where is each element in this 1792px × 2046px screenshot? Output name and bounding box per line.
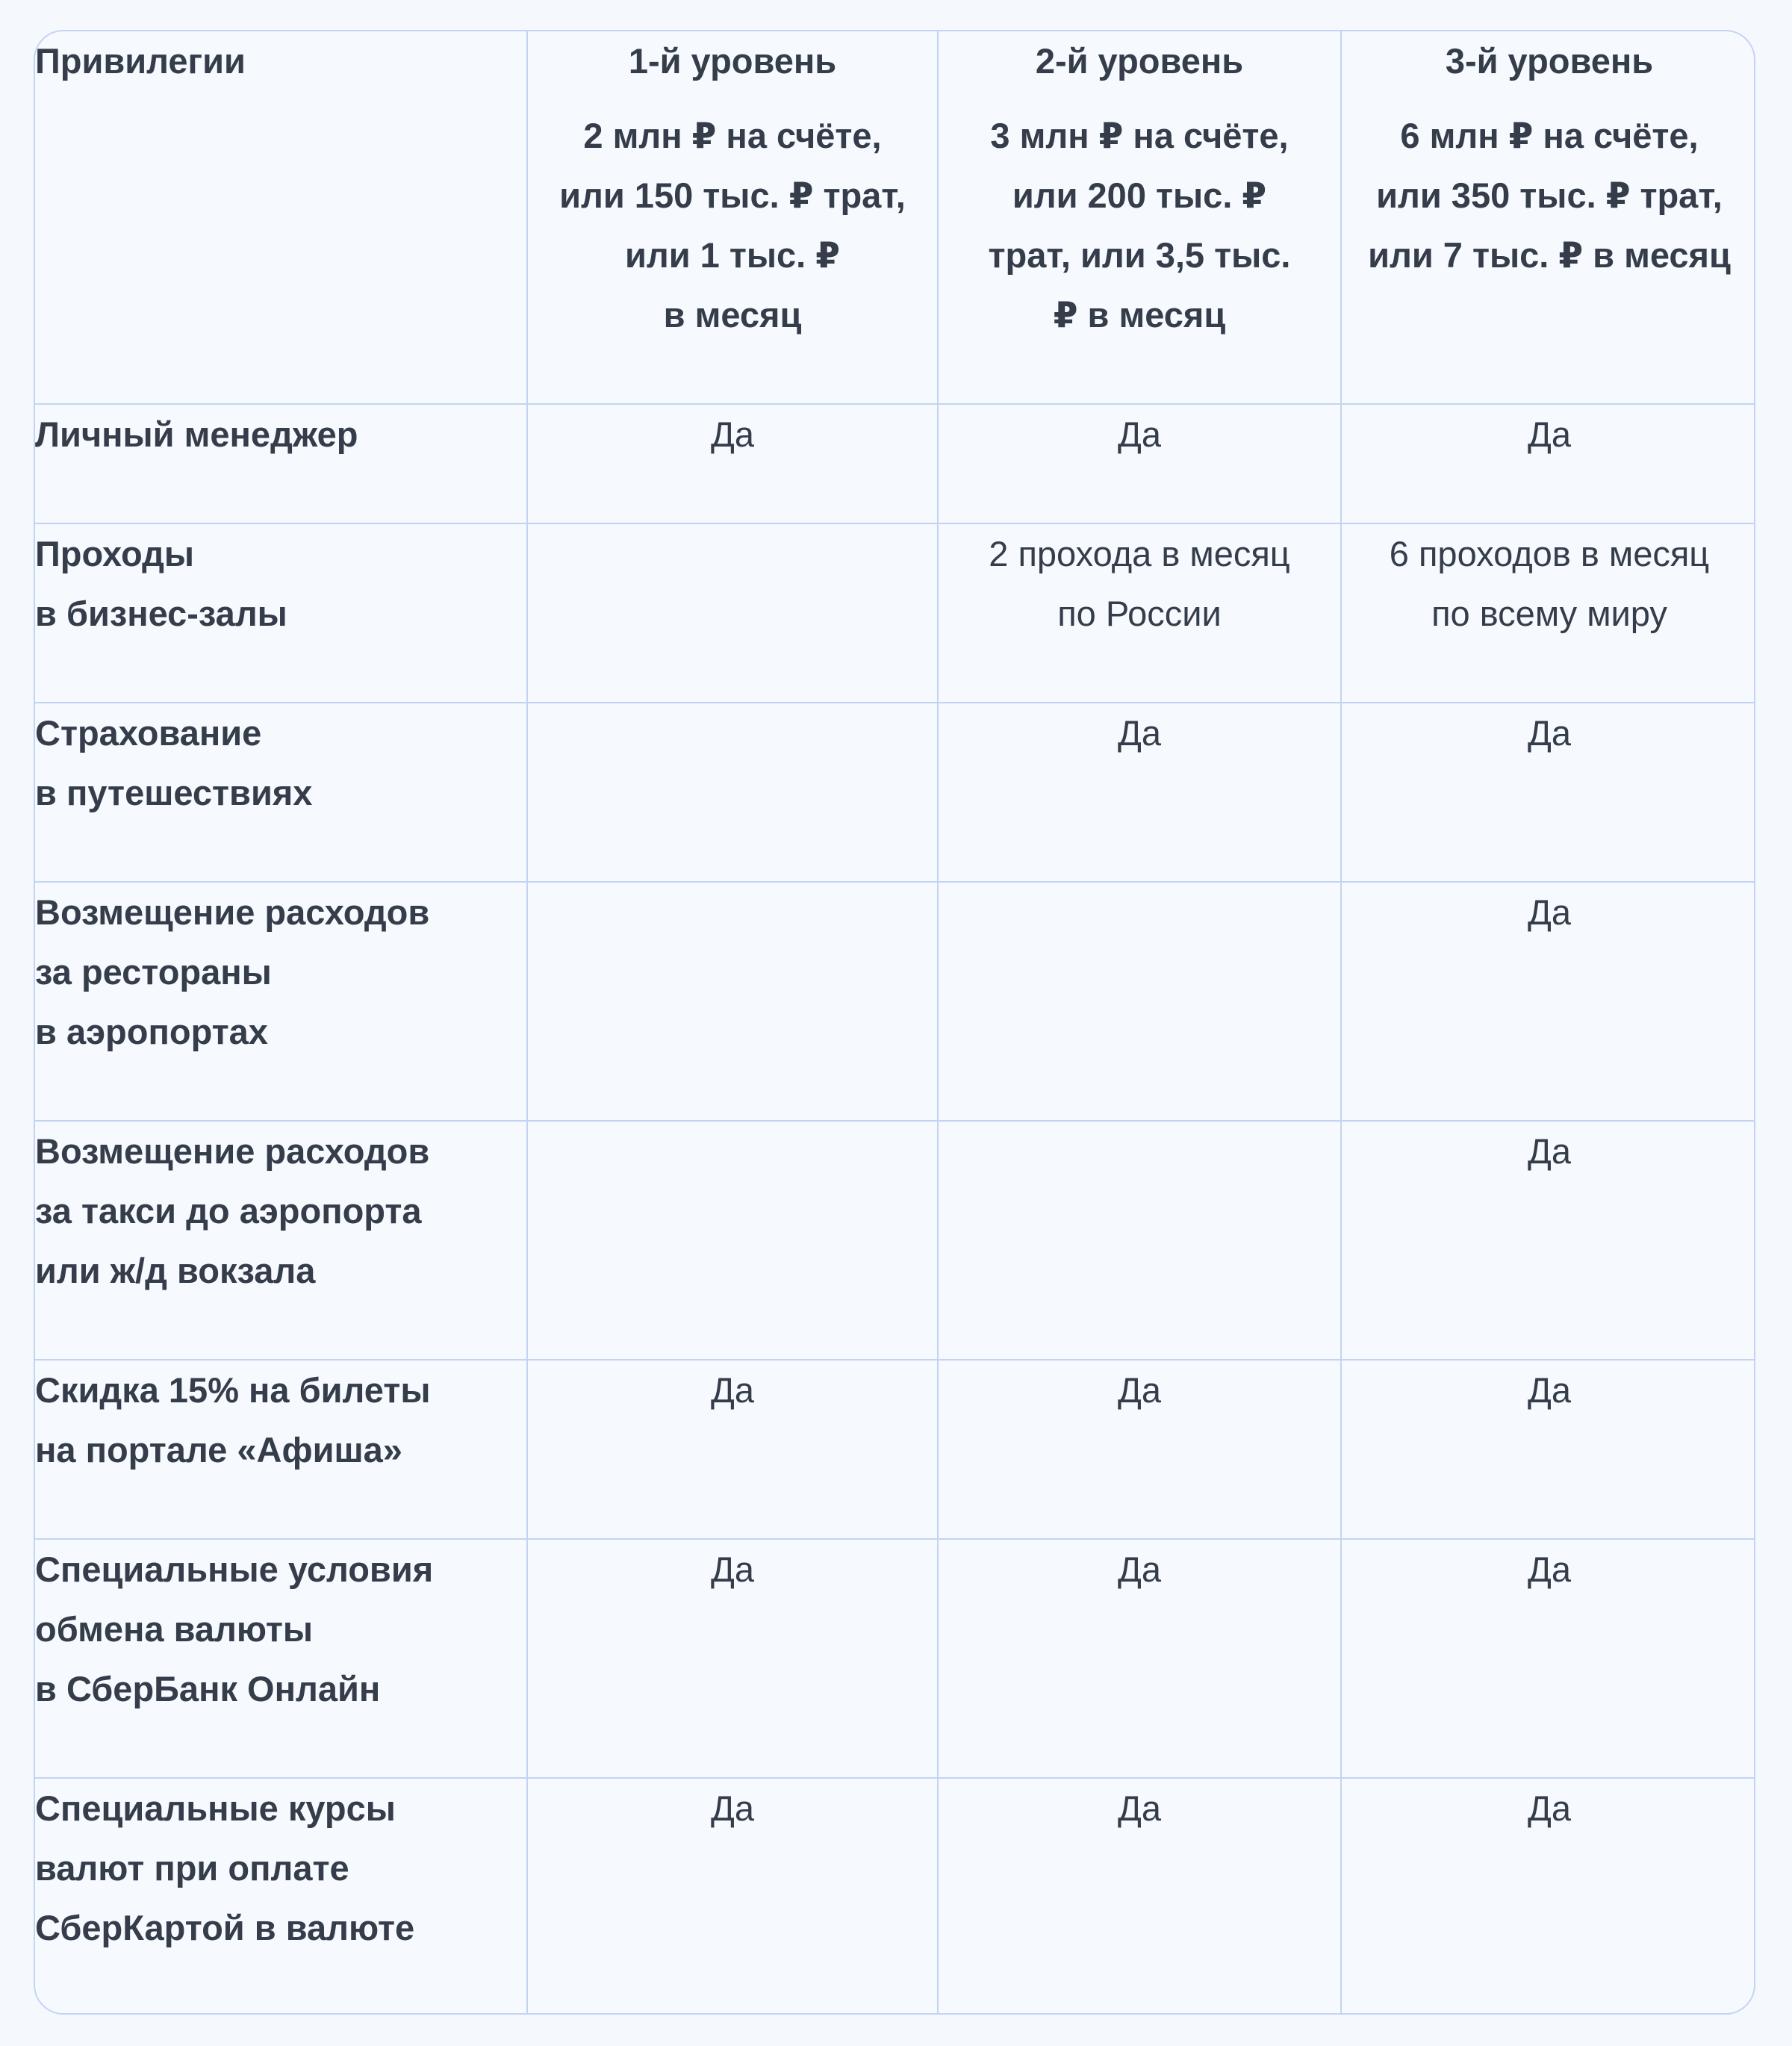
level-3-value: Да	[1341, 1778, 1755, 2015]
table-row	[35, 703, 1755, 882]
level-1-value: Да	[527, 1778, 938, 2015]
table-header-row	[35, 31, 1755, 404]
level-3-value: Да	[1341, 1539, 1755, 1778]
privilege-name: Специальные условия обмена валюты в СберБанк Онлайн	[35, 1539, 527, 1778]
level-3-title: 3-й уровень	[1445, 41, 1654, 81]
table-row	[35, 404, 1755, 523]
level-2-value	[938, 1121, 1341, 1360]
privilege-name: Специальные курсы валют при оплате СберКартой в валюте	[35, 1778, 527, 2015]
level-2-title: 2-й уровень	[1035, 41, 1244, 81]
level-3-header	[1341, 31, 1755, 404]
table-row	[35, 1121, 1755, 1360]
level-3-condition: 6 млн ₽ на счёте, или 350 тыс. ₽ трат, или 7 тыс. ₽ в месяц	[1368, 116, 1731, 275]
level-1-condition: 2 млн ₽ на счёте, или 150 тыс. ₽ трат, или 1 тыс. ₽ в месяц	[559, 116, 906, 335]
table-row	[35, 1539, 1755, 1778]
level-1-value: Да	[527, 1360, 938, 1539]
level-2-value: Да	[938, 404, 1341, 523]
level-3-value: Да	[1341, 882, 1755, 1121]
level-2-value: Да	[938, 703, 1341, 882]
privilege-name: Личный менеджер	[35, 404, 527, 523]
level-1-value	[527, 882, 938, 1121]
level-3-value: Да	[1341, 703, 1755, 882]
level-2-value: Да	[938, 1778, 1341, 2015]
level-2-value: Да	[938, 1360, 1341, 1539]
privileges-table	[35, 31, 1755, 2015]
level-2-value: 2 прохода в месяц по России	[938, 523, 1341, 703]
level-1-value	[527, 703, 938, 882]
level-2-condition: 3 млн ₽ на счёте, или 200 тыс. ₽ трат, или 3,5 тыс. ₽ в месяц	[988, 116, 1291, 335]
level-3-value: Да	[1341, 1121, 1755, 1360]
table-row	[35, 1360, 1755, 1539]
privilege-name: Возмещение расходов за рестораны в аэропортах	[35, 882, 527, 1121]
privilege-name: Возмещение расходов за такси до аэропорта или ж/д вокзала	[35, 1121, 527, 1360]
table-row	[35, 523, 1755, 703]
level-3-value: 6 проходов в месяц по всему миру	[1341, 523, 1755, 703]
privileges-column-header: Привилегии	[35, 31, 527, 404]
level-1-value	[527, 523, 938, 703]
privilege-name: Страхование в путешествиях	[35, 703, 527, 882]
level-1-title: 1-й уровень	[628, 41, 837, 81]
privilege-name: Проходы в бизнес-залы	[35, 523, 527, 703]
privilege-name: Скидка 15% на билеты на портале «Афиша»	[35, 1360, 527, 1539]
privileges-card	[34, 30, 1755, 2015]
level-1-value: Да	[527, 404, 938, 523]
level-2-header	[938, 31, 1341, 404]
table-row	[35, 882, 1755, 1121]
level-2-value	[938, 882, 1341, 1121]
level-1-value: Да	[527, 1539, 938, 1778]
level-3-value: Да	[1341, 404, 1755, 523]
level-1-value	[527, 1121, 938, 1360]
level-1-header	[527, 31, 938, 404]
level-3-value: Да	[1341, 1360, 1755, 1539]
table-row	[35, 1778, 1755, 2015]
level-2-value: Да	[938, 1539, 1341, 1778]
